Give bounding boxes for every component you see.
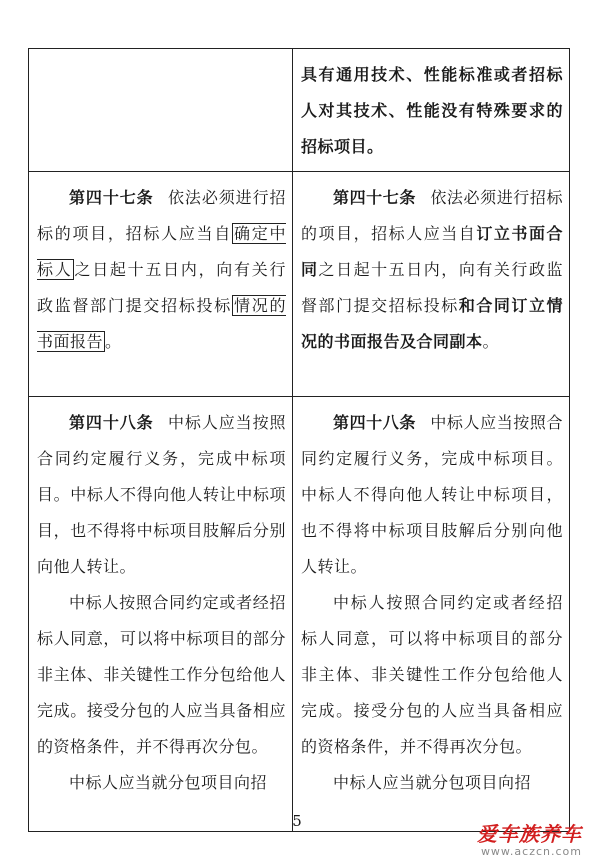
- article-47-old-text: 第四十七条 依法必须进行招标的项目，招标人应当自 确定中标人 之日起十五日内，向有关行政监督部门提交招标投标 情况的书面报告 。: [37, 188, 286, 351]
- continuation-text: 具有通用技术、性能标准或者招标人对其技术、性能没有特殊要求的招标项目。: [301, 65, 563, 156]
- table-row: [29, 172, 570, 397]
- article-48-old-p3: 中标人应当就分包项目向招: [69, 773, 268, 792]
- watermark: [477, 818, 582, 858]
- changed-text: 和合同订立情况的书面报告及合同副本: [301, 296, 563, 351]
- article-47-new-text: 第四十七条 依法必须进行招标的项目，招标人应当自订立书面合同之日起十五日内，向有关行政监督部门提交招标投标和合同订立情况的书面报告及合同副本。: [301, 188, 563, 351]
- cell-left-article-47: [29, 172, 293, 397]
- comparison-table: [28, 48, 570, 832]
- watermark-url: www.aczcn.com: [480, 845, 582, 858]
- changed-text: 订立书面合同: [301, 224, 563, 279]
- article-48-new-p3: 中标人应当就分包项目向招: [333, 773, 532, 792]
- article-48-old-p2: 中标人按照合同约定或者经招标人同意，可以将中标项目的部分非主体、非关键性工作分包给他人完成。接受分包的人应当具备相应的资格条件，并不得再次分包。: [37, 593, 286, 756]
- cell-right-article-47: [293, 172, 570, 397]
- table-row: [29, 49, 570, 172]
- watermark-title: 爱车族养车: [477, 822, 582, 846]
- article-number: 第四十七条: [69, 188, 154, 207]
- article-48-new-p2: 中标人按照合同约定或者经招标人同意，可以将中标项目的部分非主体、非关键性工作分包给他人完成。接受分包的人应当具备相应的资格条件，并不得再次分包。: [301, 593, 563, 756]
- article-48-old-p1: 第四十八条 中标人应当按照合同约定履行义务，完成中标项目。中标人不得向他人转让中标项目，也不得将中标项目肢解后分别向他人转让。: [37, 413, 286, 576]
- cell-left-article-48: [29, 397, 293, 832]
- article-number: 第四十八条: [69, 413, 154, 432]
- boxed-text: 确定中标人: [37, 224, 286, 279]
- page-number: 5: [292, 812, 302, 830]
- cell-right-continuation: [293, 49, 570, 172]
- cell-right-article-48: [293, 397, 570, 832]
- boxed-text: 情况的书面报告: [37, 296, 286, 351]
- article-48-new-p1: 第四十八条 中标人应当按照合同约定履行义务，完成中标项目。中标人不得向他人转让中标项目，也不得将中标项目肢解后分别向他人转让。: [301, 413, 563, 576]
- cell-left-empty: [29, 49, 293, 172]
- article-number: 第四十七条: [333, 188, 416, 207]
- article-number: 第四十八条: [333, 413, 416, 432]
- table-row: [29, 397, 570, 832]
